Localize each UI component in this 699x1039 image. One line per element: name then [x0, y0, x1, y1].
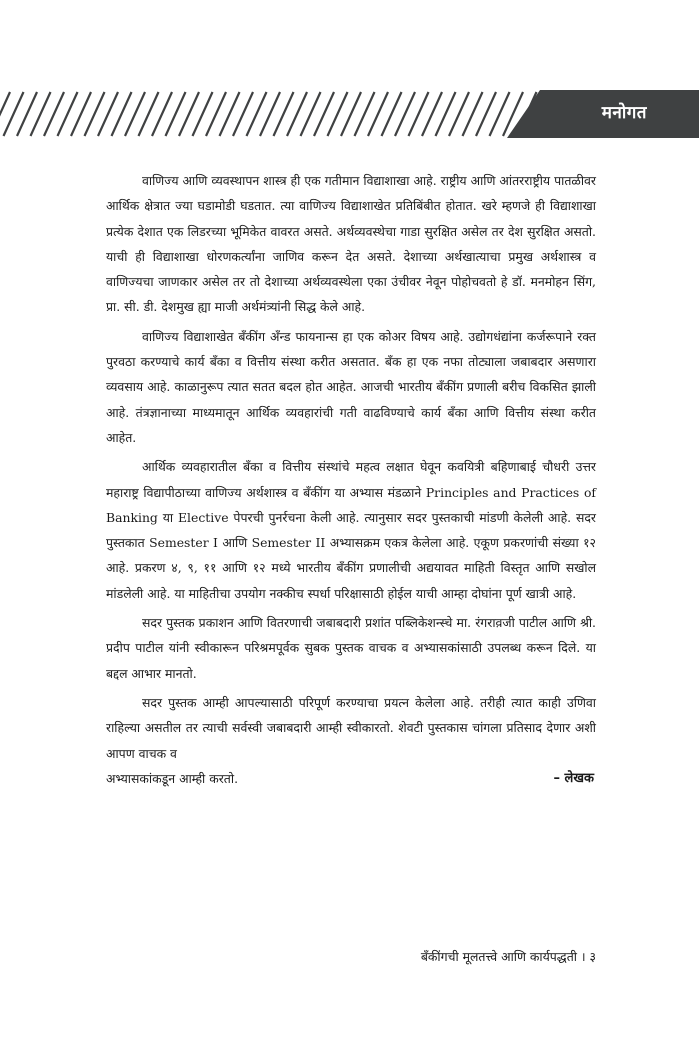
header-stripe [0, 92, 10, 136]
author-signature: – लेखक [553, 770, 594, 786]
closing-last-line: अभ्यासकांकडून आम्ही करतो. [106, 770, 239, 786]
signature-line [106, 766, 596, 791]
closing-text: सदर पुस्तक आम्ही आपल्यासाठी परिपूर्ण करण्याचा प्रयत्न केलेला आहे. तरीही त्यात काही उणिवा राहिल्या असतील तर त्याची सर्वस्वी जबाबदारी आम्ही स्वीकारतो. शेवटी पुस्तकास चांगला प्रतिसाद देणार अशी आपण वाचक व [106, 694, 596, 761]
paragraph-1: वाणिज्य आणि व्यवस्थापन शास्त्र ही एक गतीमान विद्याशाखा आहे. राष्ट्रीय आणि आंतरराष्ट्रीय पातळीवर आर्थिक क्षेत्रात ज्या घडामोडी घडतात. त्या वाणिज्य विद्याशाखेत प्रतिबिंबीत होतात. खरे म्हणजे ही विद्याशाखा प्रत्येक देशात एक लिडरच्या भूमिकेत वावरत असते. अर्थव्यवस्थेचा गाडा सुरक्षित असेल तर देश सुरक्षित असतो. याची ही विद्याशाखा धोरणकर्त्यांना जाणिव करून देत असते. देशाच्या अर्थखात्याचा प्रमुख अर्थशास्त्र व वाणिज्यचा जाणकार असेल तर तो देशाच्या अर्थव्यवस्थेला एका उंचीवर नेवून पोहोचवतो हे डॉ. मनमोहन सिंग, प्रा. सी. डी. देशमुख ह्या माजी अर्थमंत्र्यांनी सिद्ध केले आहे. [106, 173, 596, 315]
paragraph-3: आर्थिक व्यवहारातील बँका व वित्तीय संस्थांचे महत्व लक्षात घेवून कवयित्री बहिणाबाई चौधरी उत्तर महाराष्ट्र विद्यापीठाच्या वाणिज्य अर्थशास्त्र व बँकींग या अभ्यास मंडळाने Principles and Practices of Banking या Elective पेपरची पुनर्रचना केली आहे. त्यानुसार सदर पुस्तकाची मांडणी केलेली आहे. सदर पुस्तकात Semester I आणि Semester II अभ्यासक्रम एकत्र केलेला आहे. एकूण प्रकरणांची संख्या १२ आहे. प्रकरण ४, ९, ११ आणि १२ मध्ये भारतीय बँकींग प्रणालीची अद्ययावत माहिती विस्तृत आणि सखोल मांडलेली आहे. या माहितीचा उपयोग नक्कीच स्पर्धा परिक्षासाठी होईल याची आम्हा दोघांना पूर्ण खात्री आहे. [106, 459, 596, 601]
chapter-title: मनोगत [601, 103, 647, 123]
paragraph-4: सदर पुस्तक प्रकाशन आणि वितरणाची जबाबदारी प्रशांत पब्लिकेशन्स्चे मा. रंगराव़जी पाटील आणि श्री. प्रदीप पाटील यांनी स्वीकारून परिश्रमपूर्वक सुबक पुस्तक वाचक व अभ्यासकांसाठी उपलब्ध करून दिले. या बद्दल आभार मानतो. [106, 615, 596, 681]
paragraph-5 [106, 690, 596, 766]
paragraph-2: वाणिज्य विद्याशाखेत बँकींग अँन्ड फायनान्स हा एक कोअर विषय आहे. उद्योगधंद्यांना कर्जरूपाने रक्त पुरवठा करण्याचे कार्य बँका व वित्तीय संस्था करीत असतात. बँक हा एक नफा तोट्याला जबाबदार असणारा व्यवसाय आहे. काळानुरूप त्यात सतत बदल होत आहेत. आजची भारतीय बँकींग प्रणाली बरीच विकसित झाली आहे. तंत्रज्ञानाच्या माध्यमातून आर्थिक व्यवहारांची गती वाढविण्याचे कार्य बँका आणि वित्तीय संस्था करीत आहेत. [106, 328, 596, 445]
running-footer: बँकींगची मूलतत्त्वे आणि कार्यपद्धती । ३ [420, 949, 596, 964]
header-stripes-graphic [0, 88, 699, 140]
page-body [106, 168, 596, 795]
header-band [0, 88, 699, 140]
